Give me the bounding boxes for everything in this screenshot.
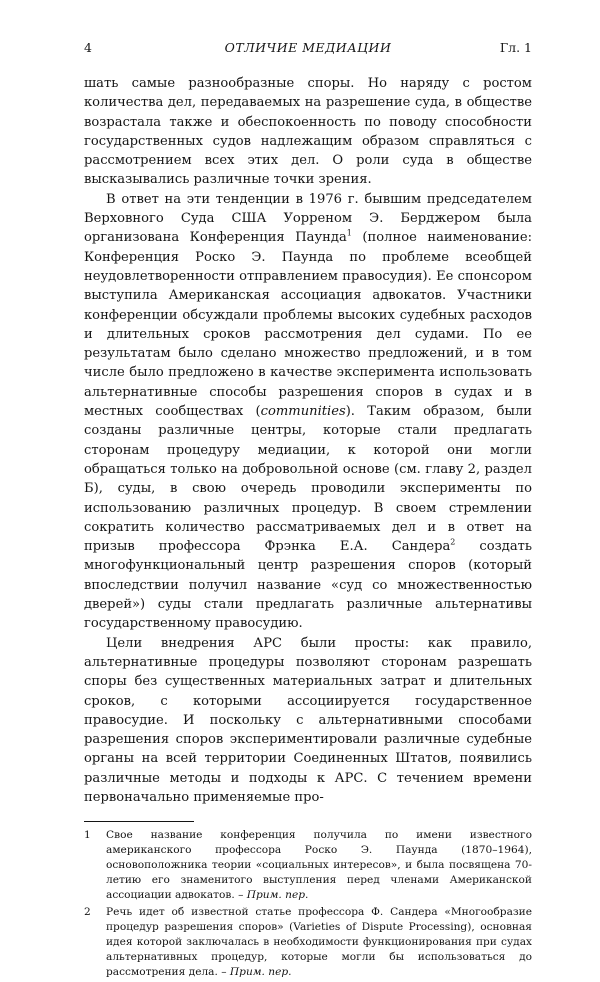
footnote-ref-2: 2 bbox=[450, 537, 456, 547]
footnote-text: Речь идет об известной статье профессора Ф. Сандера «Многообразие процедур разрешения споров» (Varieties of Dispute Processing), основная идея которой заключалась в необходимости функционирования при судах альтернативных процедур, которые могли бы использоваться до рассмотрения дела. – bbox=[106, 906, 532, 979]
page-number: 4 bbox=[84, 40, 92, 55]
paragraph-3: Цели внедрения АРС были просты: как правило, альтернативные процедуры позволяют сторонам разрешать споры без существенных материальных затрат и длительных сроков, с которыми ассоциируется государственное правосудие. И поскольку с альтернативными способами разрешения споров экспериментировали различные судебные органы на всей территории Соединенных Штатов, появились различные методы и подходы к АРС. С течением времени первоначально применяемые про- bbox=[84, 635, 532, 805]
footnotes bbox=[84, 828, 532, 980]
paragraph-2-part-4: создать многофункциональный центр разрешения споров (который впоследствии получил название «суд со множественностью дверей») суды стали предлагать различные альтернативы государственному правосудию. bbox=[84, 539, 533, 632]
book-page bbox=[84, 40, 532, 982]
paragraph-1: шать самые разнообразные споры. Но наряду с ростом количества дел, передаваемых на разрешение суда, в обществе возрастала также и обеспокоенность по поводу способности государственных судов надлежащим образом справляться с рассмотрением всех этих дел. О роли суда в обществе высказывались различные точки зрения. bbox=[84, 76, 532, 188]
chapter-label: Гл. 1 bbox=[499, 40, 532, 55]
footnote-divider bbox=[84, 821, 194, 822]
main-text bbox=[84, 74, 532, 807]
footnote-ref-1: 1 bbox=[346, 229, 352, 239]
footnote-text: Свое название конференция получила по имени известного американского профессора Роско Э. Паунда (1870–1964), основоположника теории «социальных интересов», и была посвящена 70-летию его знаменитого выступления перед членами Американской ассоциации адвокатов. – bbox=[106, 829, 532, 902]
footnote-number: 2 bbox=[84, 906, 91, 919]
footnote-2 bbox=[84, 905, 532, 980]
running-head bbox=[84, 40, 532, 62]
translator-note: Прим. пер. bbox=[246, 889, 309, 902]
translator-note: Прим. пер. bbox=[229, 966, 292, 979]
footnote-1 bbox=[84, 828, 532, 903]
paragraph-2 bbox=[84, 190, 532, 634]
footnote-number: 1 bbox=[84, 829, 91, 842]
running-title: ОТЛИЧИЕ МЕДИАЦИИ bbox=[224, 40, 392, 55]
paragraph-2-part-2: (полное наименование: Конференция Роско Э. Паунда по проблеме всеобщей неудовлетворенности отправлением правосудия). Ее спонсором выступила Американская ассоциация адвокатов. Участники конференции обсуждали проблемы высоких судебных расходов и длительных сроков рассмотрения дел судами. По ее результатам было сделано множество предложений, и в том числе было предложено в качестве эксперимента использовать альтернативные способы разрешения споров в судах и в местных сообществах ( bbox=[84, 230, 532, 420]
english-term: communities bbox=[260, 404, 346, 420]
paragraph-2-part-3: ). Таким образом, были созданы различные центры, которые стали предлагать сторонам процедуру медиации, к которой они могли обращаться только на добровольной основе (см. главу 2, раздел Б), суды, в свою очередь проводили эксперименты по использованию различных процедур. В своем стремлении сократить количество рассматриваемых дел и в ответ на призыв профессора Фрэнка Е.А. Сандера bbox=[84, 404, 532, 555]
paragraph-2-part-1: В ответ на эти тенденции в 1976 г. бывшим председателем Верховного Суда США Уорреном Э. Берджером была организована Конференция Паунда bbox=[84, 191, 532, 246]
